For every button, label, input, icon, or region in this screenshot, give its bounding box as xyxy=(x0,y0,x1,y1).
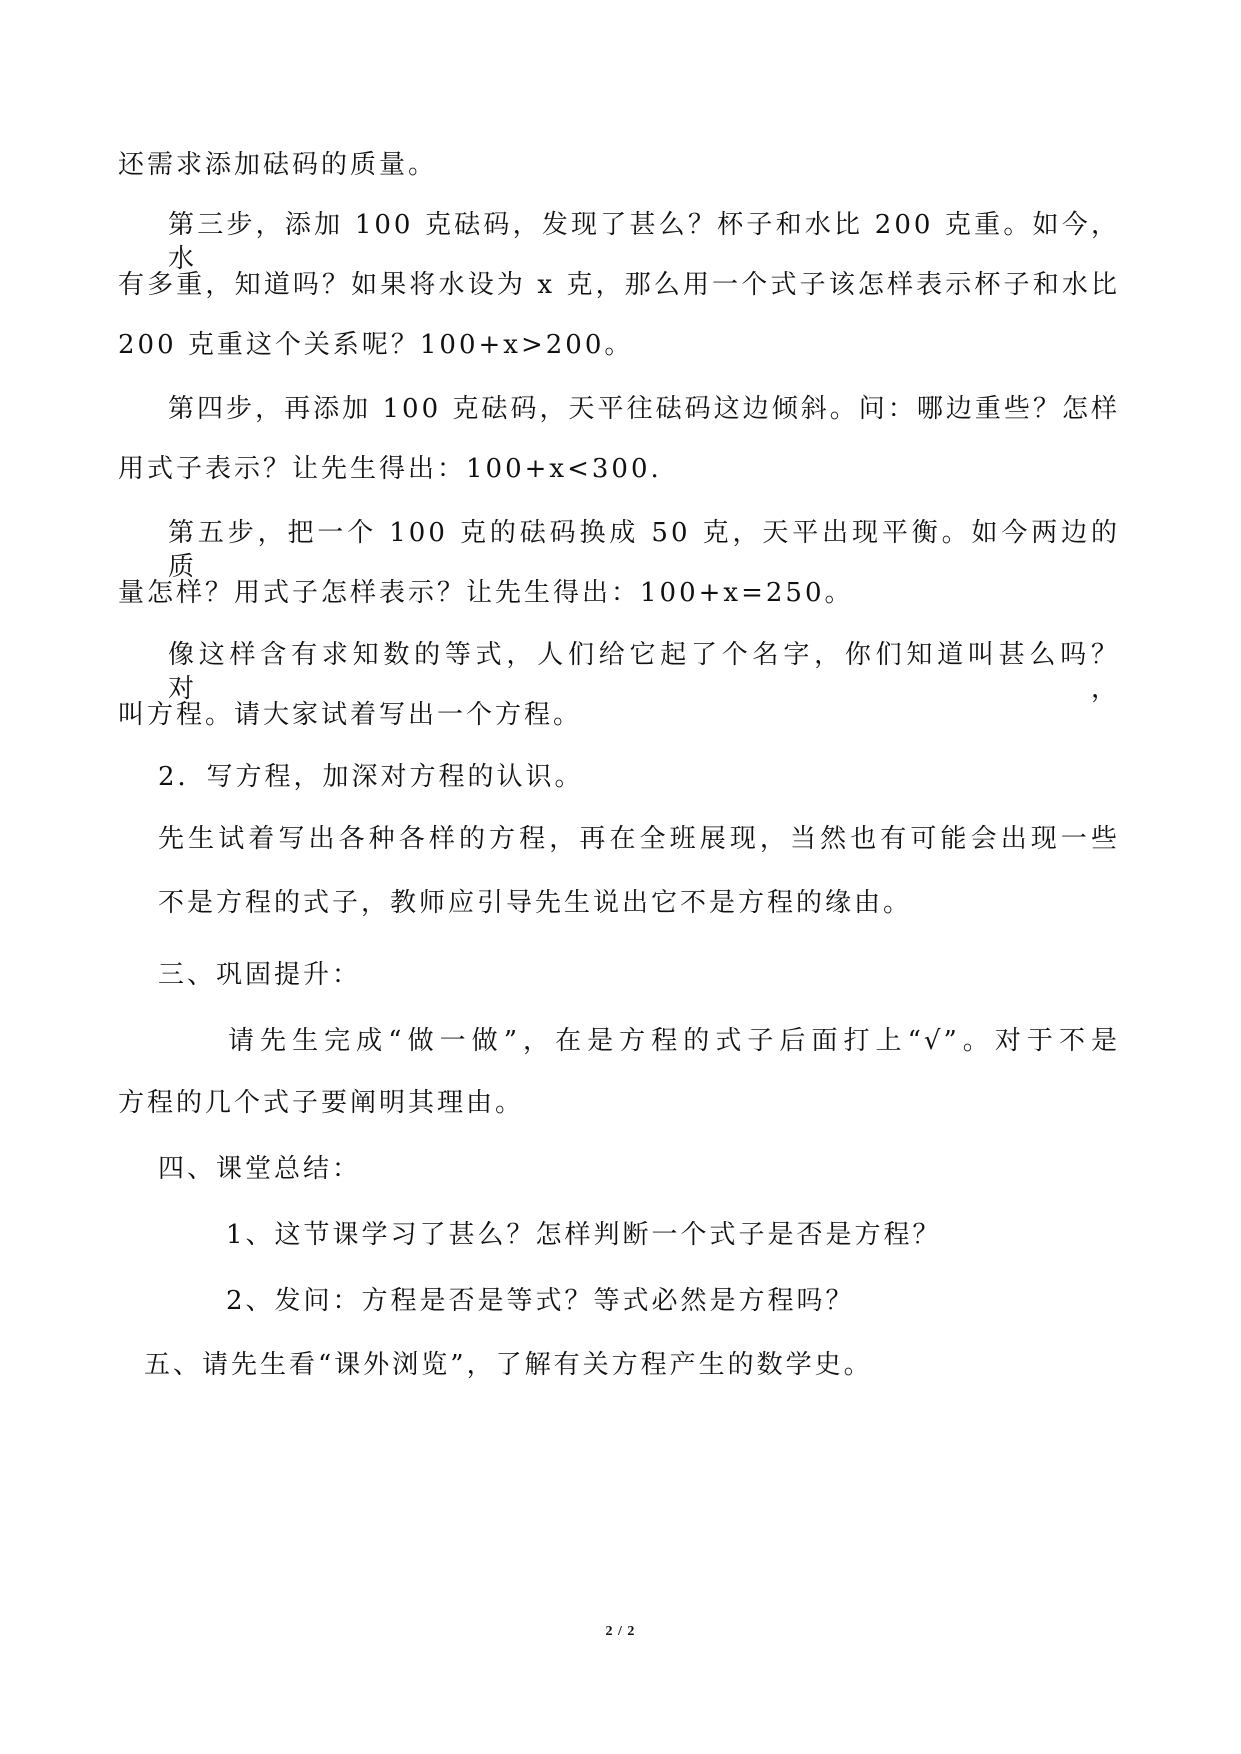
paragraph-line-3: 有多重，知道吗？如果将水设为 x 克，那么用一个式子该怎样表示杯子和水比 xyxy=(118,270,1120,300)
summary-item-2: 2、发问：方程是否是等式？等式必然是方程吗？ xyxy=(226,1286,855,1316)
paragraph-line-5: 第四步，再添加 100 克砝码，天平往砝码这边倾斜。问：哪边重些？怎样 xyxy=(168,394,1120,424)
paragraph-line-6: 用式子表示？让先生得出：100+x<300. xyxy=(118,454,662,484)
paragraph-line-15: 请先生完成“做一做”，在是方程的式子后面打上“√”。对于不是 xyxy=(228,1026,1120,1056)
paragraph-line-16: 方程的几个式子要阐明其理由。 xyxy=(118,1088,525,1118)
page-number: 2 / 2 xyxy=(605,1624,636,1639)
paragraph-line-2: 第三步，添加 100 克砝码，发现了甚么？杯子和水比 200 克重。如今，水 xyxy=(168,210,1120,274)
paragraph-line-7: 第五步，把一个 100 克的砝码换成 50 克，天平出现平衡。如今两边的质 xyxy=(168,518,1120,582)
section-heading-write-equation: 2．写方程，加深对方程的认识。 xyxy=(158,762,584,792)
paragraph-line-4: 200 克重这个关系呢？100+x>200。 xyxy=(118,330,634,360)
paragraph-line-10: 叫方程。请大家试着写出一个方程。 xyxy=(118,700,583,730)
section-heading-summary: 四、课堂总结： xyxy=(158,1154,362,1184)
paragraph-line-8: 量怎样？用式子怎样表示？让先生得出：100+x=250。 xyxy=(118,578,854,608)
paragraph-line-1: 还需求添加砝码的质量。 xyxy=(118,150,438,180)
section-heading-consolidate: 三、巩固提升： xyxy=(158,960,362,990)
paragraph-line-13: 不是方程的式子，教师应引导先生说出它不是方程的缘由。 xyxy=(158,888,913,918)
paragraph-line-12: 先生试着写出各种各样的方程，再在全班展现，当然也有可能会出现一些 xyxy=(158,824,1120,854)
summary-item-1: 1、这节课学习了甚么？怎样判断一个式子是否是方程？ xyxy=(226,1220,942,1250)
section-heading-reading: 五、请先生看“课外浏览”，了解有关方程产生的数学史。 xyxy=(144,1350,873,1380)
paragraph-line-9: 像这样含有求知数的等式，人们给它起了个名字，你们知道叫甚么吗？对， xyxy=(168,640,1120,704)
